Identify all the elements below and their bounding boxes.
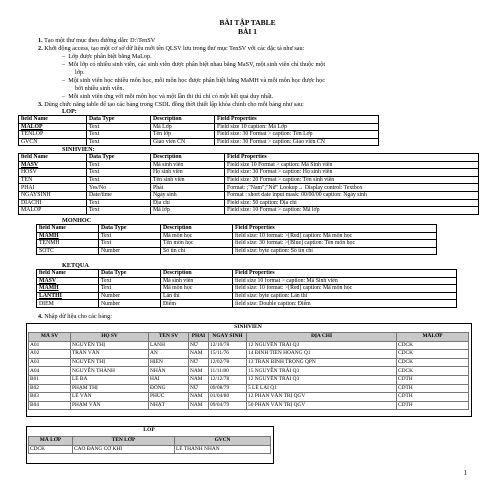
table-row: PHAI Yes/No Phái Format: ;"Nam";"Nữ" Lookup→ Display control: Textbox [19, 184, 479, 192]
item-3: 3. Dùng chức năng table để tạo các bảng trong CSDL đồng thời thiết lập khóa chính cho mỗi bảng như sau: [38, 101, 304, 108]
table-row: MASV Text Mã sinh viên field size 10 format > caption: Mã Sinh viên [37, 277, 457, 285]
item-1: 1. Tạo một thư mục theo đường dẫn: D:\TenSV [38, 37, 156, 44]
table-row: MAMH Text Mã môn học field size: 10 format: >[Red] caption: Mã môn học [37, 285, 457, 293]
table-row: TENMH Text Tên môn học field size: 30 format: >[Blue] caption: Tên môn học [37, 240, 437, 248]
bullet-1: – Lớp được phân biệt bằng MaLop. [62, 53, 152, 60]
doc-subtitle: BÀI 1 [238, 27, 257, 36]
table-name-lop: LOP: [62, 108, 77, 115]
lop-datasheet-caption: LOP [143, 427, 155, 433]
table-row: HOSV Text Họ sinh viên Field size: 30 Format > caption: Họ sinh viên [19, 169, 479, 177]
table-row: TEN Text Tên sinh viên Field size: 20 Format > caption: Tên sinh viên [19, 176, 479, 184]
table-row[interactable]: A01 NGUYỄN THỊ LÀNH NỮ 12/10/78 12 NGUYỄN TRÃI Q3 CDCK [29, 341, 469, 350]
sinhvien-datasheet-caption: SINHVIEN [234, 324, 262, 330]
table-row: DIACHI Text Địa chỉ Field size: 50 caption: Địa chỉ [19, 199, 479, 207]
table-row: TENLOP Text Tên lớp Field size: 30 Format > caption: Tên Lớp [19, 131, 379, 139]
table-name-sinhvien: SINHVIEN: [62, 146, 95, 153]
table-row: MALOP Text Mã Lớp Field size 10 caption: Mã Lớp [19, 123, 379, 131]
table-name-monhoc: MONHOC [62, 217, 92, 224]
table-header-row: MÃ SV HỌ SV TÊN SV PHÁI NGÀY SINH ĐỊA CHỈ MÃLỚP [29, 333, 469, 342]
sinhvien-data-table [28, 332, 469, 410]
table-header-row: field Name Data Type Description Field Properties [19, 116, 379, 124]
table-row: NGAYSINH Date/time Ngày sinh Format : short date input mask: 00/00/00 caption: Ngày sinh [19, 191, 479, 199]
ketqua-definition-table [36, 269, 457, 308]
table-header-row: field Name Data Type Description Field Properties [37, 270, 457, 278]
table-row: MASV Text Mã sinh viên Field size 10 Format > caption: Mã Sinh viên [19, 161, 479, 169]
table-row[interactable]: B03 LÊ VĂN PHÚC NAM 01/04/80 12 PHAN VĂN TRỊ QGV CDTH [29, 393, 469, 402]
sinhvien-definition-table [18, 153, 479, 215]
table-row[interactable]: A03 NGUYỄN THỊ HIỀN NỮ 12/02/78 13 TRẦN BÌNH TRỌNG QPN CDCK [29, 358, 469, 367]
table-row: GVCN Text Giáo viên CN Field size: 30 Format > caption: Giáo viên CN [19, 138, 379, 146]
table-header-row: field Name Data Type Description Field Properties [37, 225, 437, 233]
bullet-2-cont: lớp. [75, 69, 85, 76]
doc-title: BÀI TẬP TABLE [219, 18, 276, 27]
table-name-ketqua: KETQUA [62, 262, 89, 269]
table-row[interactable]: B04 PHẠM VĂN NHẬT NAM 09/04/79 50 PHAN VĂN TRỊ QGV CDTH [29, 401, 469, 410]
table-row: MAMH Text Mã môn học field size: 10 format: >[Red] caption: Mã môn học [37, 232, 437, 240]
table-row: DIEM Number Điểm field size: Double caption: Điểm [37, 300, 457, 308]
item-4: 4. Nhập dữ liệu cho các bảng: [38, 313, 112, 320]
table-row: MALOP Text Mã lớp Field size: 10 Format > caption: Mã lớp [19, 207, 479, 215]
table-header-row: field Name Data Type Description Field Properties [19, 154, 479, 162]
table-row: LANTHI Number Lần thi field size: byte caption: Lần thi [37, 292, 457, 300]
item-2: 2. Khởi động access, tạo một cơ sở dữ liệu mới tên QLSV lưu trong thư mục TenSV với các đặc tả như sau: [38, 45, 305, 52]
lop-data-table [28, 436, 271, 454]
bullet-3-cont: bởi nhiều sinh viên. [75, 85, 124, 92]
page-number: 1 [463, 469, 467, 477]
table-row[interactable]: B01 LÊ BÁ HẢI NAM 12/12/78 12 NGUYỄN TRÃI Q3 CDTH [29, 375, 469, 384]
monhoc-definition-table [36, 224, 437, 255]
lop-definition-table [18, 115, 379, 146]
bullet-3: – Một sinh viên học nhiều môn học, mỗi môn học được phân biệt bằng MaMH và mỗi môn học được học [62, 77, 325, 84]
table-row[interactable]: B02 PHẠM THỊ ĐÔNG NỮ 09/08/79 5 LÊ LAI Q1 CDTH [29, 384, 469, 393]
table-row[interactable]: A04 NGUYỄN THÀNH NHÂN NAM 11/11/80 15 NGUYỄN TRÃI Q3 CDCK [29, 367, 469, 376]
table-header-row: MÃ LỚP TÊN LỚP GVCN [29, 437, 271, 446]
table-row[interactable]: CDCK CAO ĐẲNG CƠ KHÍ LÊ THÀNH NHÂN [29, 445, 271, 454]
table-row: SOTC Number Số tín chỉ field size: byte caption: Số tín chỉ [37, 247, 437, 255]
table-row[interactable]: A02 TRẦN VĂN AN NAM 15/11/76 14 ĐINH TIÊN HOÀNG Q1 CDCK [29, 350, 469, 359]
bullet-2: – Mỗi lớp có nhiều sinh viên, các sinh viên được phân biệt nhau bằng MaSV, một sinh viên chỉ thuộc một [62, 61, 326, 68]
bullet-4: – Mỗi sinh viên ứng với mỗi môn học và một lần thi thì chỉ có một kết quả duy nhất. [62, 93, 274, 100]
